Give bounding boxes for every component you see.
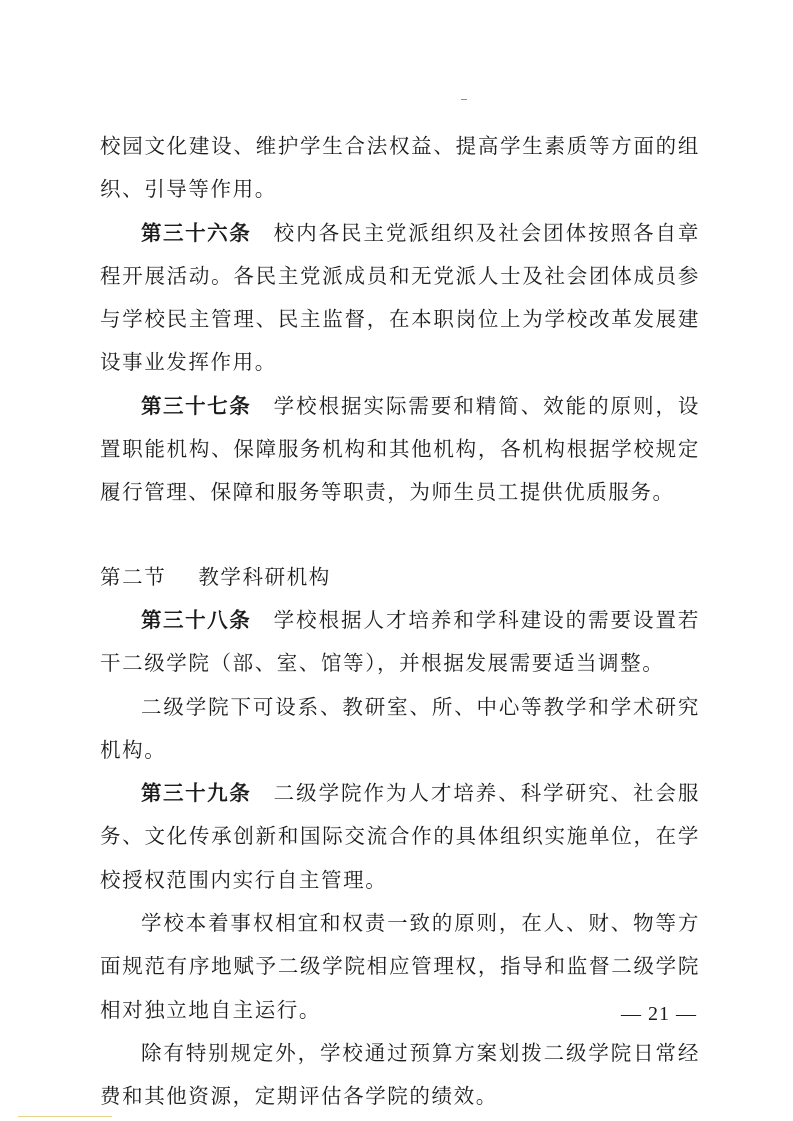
paragraph-text: 除有特别规定外，学校通过预算方案划拨二级学院日常经费和其他资源，定期评估各学院的绩效。 xyxy=(100,1040,700,1109)
article-36 xyxy=(100,212,700,385)
article-number: 第三十九条 xyxy=(141,781,252,806)
paragraph-text: 校园文化建设、维护学生合法权益、提高学生素质等方面的组织、引导等作用。 xyxy=(100,134,700,202)
article-text: 学校根据人才培养和学科建设的需要设置若干二级学院（部、室、馆等），并根据发展需要适当调整。 xyxy=(100,607,700,676)
paragraph xyxy=(100,902,700,1032)
article-text: 二级学院作为人才培养、科学研究、社会服务、文化传承创新和国际交流合作的具体组织实施单位，在学校授权范围内实行自主管理。 xyxy=(100,781,700,892)
scan-mark xyxy=(461,99,467,100)
article-text: 学校根据实际需要和精简、效能的原则，设置职能机构、保障服务机构和其他机构，各机构根据学校规定履行管理、保障和服务等职责，为师生员工提供优质服务。 xyxy=(100,393,700,505)
page-number: — 21 — xyxy=(621,1003,697,1025)
article-number: 第三十七条 xyxy=(141,393,252,418)
section-number: 第二节 xyxy=(100,564,167,589)
document-body xyxy=(100,125,700,1119)
article-39 xyxy=(100,772,700,902)
article-37 xyxy=(100,385,700,515)
scan-edge-mark xyxy=(18,1116,112,1117)
article-text: 校内各民主党派组织及社会团体按照各自章程开展活动。各民主党派成员和无党派人士及社会团体成员参与学校民主管理、民主监督，在本职岗位上为学校改革发展建设事业发挥作用。 xyxy=(100,220,700,375)
paragraph xyxy=(100,1032,700,1119)
paragraph xyxy=(100,686,700,773)
paragraph-text: 二级学院下可设系、教研室、所、中心等教学和学术研究机构。 xyxy=(100,694,700,762)
article-number: 第三十八条 xyxy=(141,607,252,632)
paragraph-continuation xyxy=(100,125,700,212)
section-heading xyxy=(100,556,700,599)
article-38 xyxy=(100,599,700,686)
article-number: 第三十六条 xyxy=(141,220,252,245)
paragraph-text: 学校本着事权相宜和权责一致的原则，在人、财、物等方面规范有序地赋予二级学院相应管理权，指导和监督二级学院相对独立地自主运行。 xyxy=(100,911,700,1022)
section-title: 教学科研机构 xyxy=(198,564,331,589)
